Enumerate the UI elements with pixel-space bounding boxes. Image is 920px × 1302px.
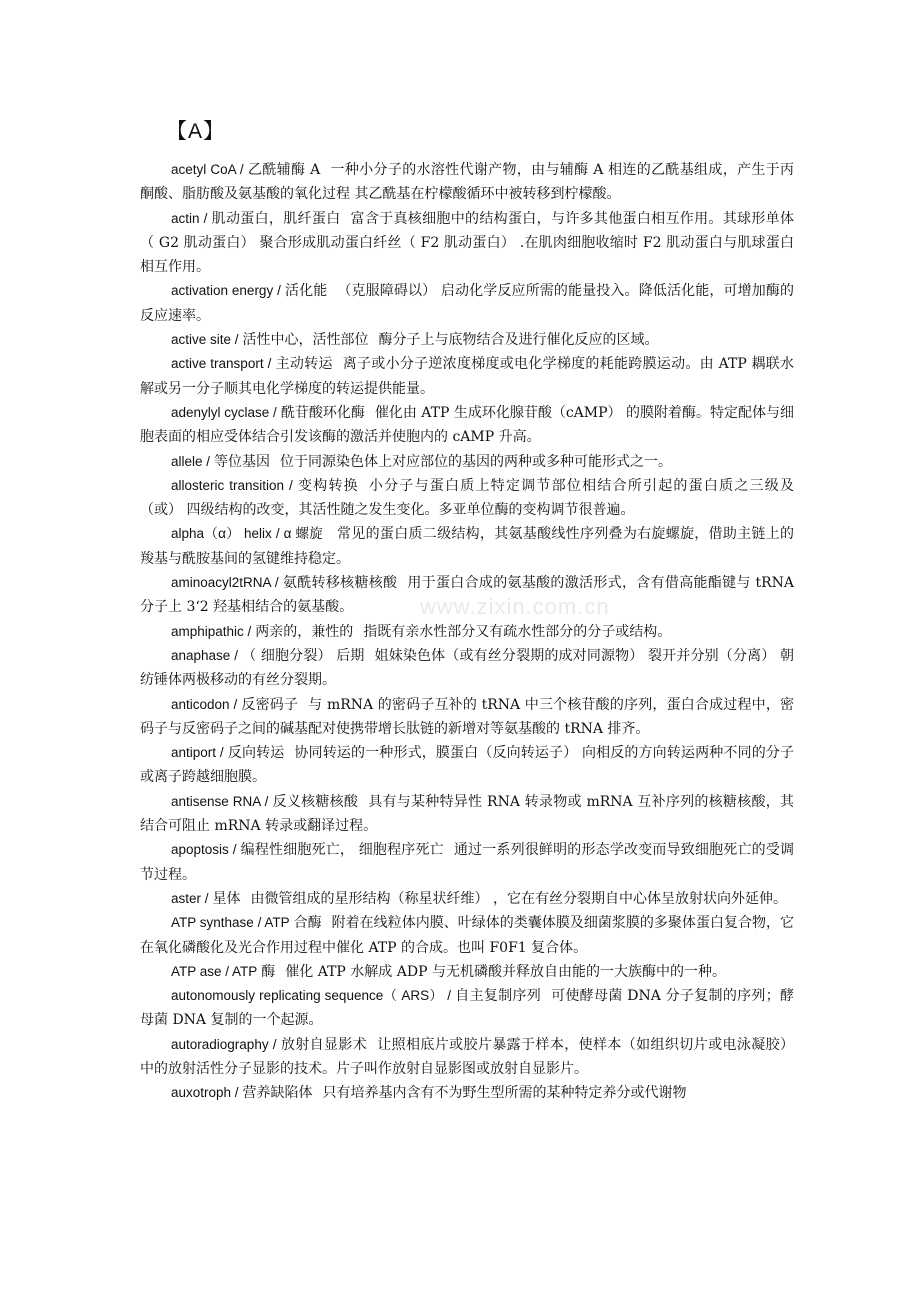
- entry-definition: 酶分子上与底物结合及进行催化反应的区域。: [378, 332, 659, 349]
- entry-term: actin /: [171, 210, 208, 226]
- entry-term: anaphase /: [171, 647, 238, 663]
- glossary-entry: [140, 571, 794, 620]
- entry-term: anticodon /: [171, 696, 238, 712]
- entry-term: auxotroph /: [171, 1085, 239, 1101]
- glossary-entry: [140, 1081, 794, 1105]
- glossary-entries: [140, 158, 794, 1106]
- glossary-entry: [140, 838, 794, 887]
- entry-chinese-term: 活化能: [284, 283, 328, 300]
- entry-chinese-term: 自主复制序列: [455, 988, 542, 1005]
- entry-term: allosteric transition /: [171, 477, 293, 493]
- entry-chinese-term: 变构转换: [296, 477, 359, 494]
- entry-term: autoradiography /: [171, 1036, 277, 1052]
- entry-definition: 让照相底片或胶片暴露于样本，使样本（如组织切片或电泳凝胶） 中的放射活性分子显影的技术。片子叫作放射自显影图或放射自显影片。: [140, 1036, 795, 1077]
- entry-term: acetyl CoA /: [171, 162, 244, 177]
- entry-chinese-term: 氨酰转移核糖核酸: [282, 575, 398, 592]
- glossary-entry: [140, 644, 794, 693]
- entry-definition: 常见的蛋白质二级结构，其氨基酸线性序列叠为右旋螺旋，借助主链上的羧基与酰胺基间的氢键维持稳定。: [140, 526, 794, 567]
- entry-definition: 富含于真核细胞中的结构蛋白，与许多其他蛋白相互作用。其球形单体（ G2 肌动蛋白） 聚合形成肌动蛋白纤丝（ F2 肌动蛋白） .在肌肉细胞收缩时 F2 肌动蛋白与肌球蛋白相互作用。: [140, 210, 795, 276]
- entry-definition: 具有与某种特异性 RNA 转录物或 mRNA 互补序列的核糖核酸，其结合可阻止 mRNA 转录或翻译过程。: [140, 793, 794, 835]
- entry-term: autonomously replicating sequence（ ARS） /: [171, 988, 452, 1004]
- entry-term: amphipathic /: [171, 623, 252, 639]
- entry-chinese-term: （ 细胞分裂） 后期: [241, 647, 365, 664]
- section-title: 【A】: [166, 120, 226, 143]
- entry-term: antisense RNA /: [171, 793, 269, 809]
- entry-chinese-term: 营养缺陷体: [242, 1085, 313, 1102]
- glossary-entry: [140, 911, 794, 960]
- entry-chinese-term: 反义核糖核酸: [272, 793, 359, 810]
- glossary-entry: [140, 887, 794, 911]
- entry-definition: 用于蛋白合成的氨基酸的激活形式，含有借高能酯键与 tRNA 分子上 3‘2 羟基相结合的氨基酸。: [140, 575, 795, 616]
- entry-definition: 小分子与蛋白质上特定调节部位相结合所引起的蛋白质之三级及（或） 四级结构的改变，其活性随之发生变化。多亚单位酶的变构调节很普遍。: [140, 477, 795, 519]
- entry-chinese-term: 乙酰辅酶 A: [247, 162, 321, 178]
- entry-definition: （克服障碍以） 启动化学反应所需的能量投入。降低活化能，可增加酶的反应速率。: [140, 283, 795, 324]
- glossary-entry: [140, 158, 794, 207]
- entry-term: ATP ase / ATP: [171, 963, 258, 979]
- entry-definition: 指既有亲水性部分又有疏水性部分的分子或结构。: [363, 623, 672, 640]
- entry-chinese-term: 反密码子: [241, 696, 299, 713]
- entry-definition: 位于同源染色体上对应部位的基因的两种或多种可能形式之一。: [280, 453, 673, 470]
- entry-definition: 催化由 ATP 生成环化腺苷酸（cAMP） 的膜附着酶。特定配体与细胞表面的相应受体结合引发该酶的激活并使胞内的 cAMP 升高。: [140, 404, 794, 446]
- entry-chinese-term: 星体: [212, 890, 241, 907]
- glossary-entry: [140, 401, 794, 450]
- entry-definition: 只有培养基内含有不为野生型所需的某种特定养分或代谢物: [322, 1085, 687, 1102]
- entry-chinese-term: 肌动蛋白，肌纤蛋白: [211, 210, 341, 227]
- entry-definition: 协同转运的一种形式，膜蛋白（反向转运子） 向相反的方向转运两种不同的分子或离子跨越细胞膜。: [140, 745, 795, 786]
- entry-definition: 催化 ATP 水解成 ADP 与无机磷酸并释放自由能的一大族酶中的一种。: [285, 963, 726, 980]
- entry-definition: 与 mRNA 的密码子互补的 tRNA 中三个核苷酸的序列，蛋白合成过程中，密码子与反密码子之间的碱基配对使携带增长肽链的新增对等氨基酸的 tRNA 排齐。: [140, 696, 794, 737]
- entry-definition: 附着在线粒体内膜、叶绿体的类囊体膜及细菌浆膜的多聚体蛋白复合物，它在氧化磷酸化及光合作用过程中催化 ATP 的合成。也叫 F0F1 复合体。: [140, 915, 795, 956]
- entry-term: active transport /: [171, 356, 272, 372]
- watermark: www.zixin.com.cn: [420, 594, 610, 619]
- glossary-entry: [140, 474, 794, 523]
- entry-chinese-term: 酰苷酸环化酶: [280, 404, 365, 421]
- glossary-entry: [140, 620, 794, 644]
- entry-term: allele /: [171, 453, 211, 469]
- entry-chinese-term: 主动转运: [275, 356, 333, 373]
- entry-term: activation energy /: [171, 283, 281, 299]
- entry-term: apoptosis /: [171, 842, 237, 858]
- entry-chinese-term: 等位基因: [214, 453, 271, 470]
- glossary-entry: [140, 693, 794, 742]
- entry-definition: 姐妹染色体（或有丝分裂期的成对同源物） 裂开并分别（分离） 朝纺锤体两极移动的有丝分裂期。: [140, 647, 794, 689]
- glossary-entry: [140, 450, 794, 474]
- entry-chinese-term: 反向转运: [227, 745, 285, 762]
- glossary-entry: [140, 790, 794, 839]
- glossary-entry: [140, 741, 794, 790]
- entry-definition: 一种小分子的水溶性代谢产物，由与辅酶 A 相连的乙酰基组成，产生于丙酮酸、脂肪酸及氨基酸的氧化过程 其乙酰基在柠檬酸循环中被转移到柠檬酸。: [140, 162, 795, 203]
- glossary-entry: [140, 522, 794, 571]
- entry-term: ATP synthase / ATP: [171, 915, 290, 931]
- entry-term: aster /: [171, 890, 209, 906]
- entry-definition: 由微管组成的星形结构（称星状纤维） ，它在有丝分裂期自中心体呈放射状向外延伸。: [250, 890, 787, 907]
- entry-definition: 离子或小分子逆浓度梯度或电化学梯度的耗能跨膜运动。由 ATP 耦联水解或另一分子顺其电化学梯度的转运提供能量。: [140, 356, 795, 397]
- glossary-entry: [140, 960, 794, 984]
- glossary-entry: [140, 352, 794, 401]
- glossary-entry: [140, 328, 794, 352]
- entry-term: alpha（α） helix / α 螺旋: [171, 526, 324, 542]
- glossary-entry: [140, 279, 794, 328]
- glossary-entry: [140, 984, 794, 1033]
- glossary-entry: [140, 1033, 794, 1082]
- glossary-entry: [140, 207, 794, 280]
- entry-chinese-term: 合酶: [293, 915, 322, 932]
- entry-term: active site /: [171, 332, 239, 348]
- entry-definition: 可使酵母菌 DNA 分子复制的序列；酵母菌 DNA 复制的一个起源。: [140, 988, 795, 1029]
- entry-definition: 通过一系列很鲜明的形态学改变而导致细胞死亡的受调节过程。: [140, 842, 795, 883]
- entry-chinese-term: 编程性细胞死亡， 细胞程序死亡: [240, 842, 444, 859]
- entry-term: aminoacyl2tRNA /: [171, 575, 279, 591]
- entry-chinese-term: 活性中心，活性部位: [242, 332, 369, 349]
- entry-chinese-term: 两亲的，兼性的: [255, 623, 354, 640]
- entry-term: antiport /: [171, 745, 224, 761]
- entry-term: adenylyl cyclase /: [171, 404, 277, 420]
- entry-chinese-term: 放射自显影术: [280, 1036, 368, 1053]
- entry-chinese-term: 酶: [261, 963, 276, 980]
